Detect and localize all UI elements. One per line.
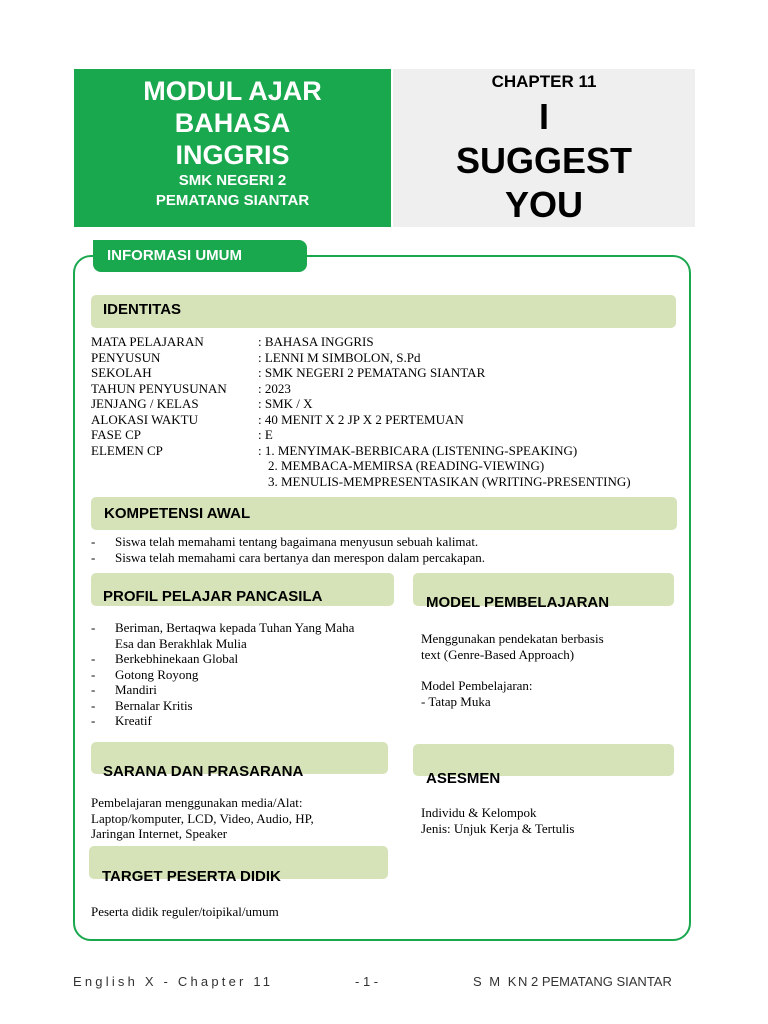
- list-item: - Berkebhinekaan Global: [91, 651, 361, 667]
- kompetensi-list: [91, 534, 681, 565]
- list-item: - Gotong Royong: [91, 667, 361, 683]
- model-text-2: Model Pembelajaran: - Tatap Muka: [421, 678, 533, 709]
- module-title: MODUL AJAR BAHASA INGGRIS: [143, 76, 322, 170]
- identitas-value: : 1. MENYIMAK-BERBICARA (LISTENING-SPEAKING): [258, 442, 578, 458]
- identitas-label: TAHUN PENYUSUNAN: [91, 380, 227, 396]
- list-item: - Mandiri: [91, 682, 361, 698]
- chapter-block: [393, 69, 695, 227]
- identitas-heading: IDENTITAS: [91, 295, 676, 328]
- school-name: SMK NEGERI 2 PEMATANG SIANTAR: [155, 172, 310, 209]
- identitas-value: : BAHASA INGGRIS: [258, 334, 374, 349]
- asesmen-heading: ASESMEN: [413, 744, 674, 776]
- chapter-topic: I SUGGEST YOU: [455, 96, 633, 225]
- list-item: - Siswa telah memahami cara bertanya dan merespon dalam percakapan.: [91, 550, 681, 566]
- profil-list: [91, 620, 361, 729]
- identitas-label: PENYUSUN: [91, 349, 161, 365]
- footer-right-a: S M K: [473, 974, 519, 989]
- identitas-value: : SMK NEGERI 2 PEMATANG SIANTAR: [258, 365, 486, 380]
- model-text: Menggunakan pendekatan berbasis text (Genre-Based Approach): [421, 631, 604, 662]
- identitas-value: : 2023: [258, 380, 291, 396]
- identitas-label: ELEMEN CP: [91, 442, 163, 458]
- header-title-block: [74, 69, 391, 227]
- elemen-cp-item: 2. MEMBACA-MEMIRSA (READING-VIEWING): [268, 458, 545, 473]
- footer-left: English X - Chapter 11: [73, 974, 274, 989]
- identitas-value: : E: [258, 427, 273, 442]
- identitas-label: FASE CP: [91, 427, 141, 442]
- identitas-value: : 40 MENIT X 2 JP X 2 PERTEMUAN: [258, 411, 464, 427]
- sarana-heading: SARANA DAN PRASARANA: [91, 742, 388, 774]
- identitas-value: : SMK / X: [258, 396, 313, 411]
- list-item: - Kreatif: [91, 713, 361, 729]
- sarana-text: Pembelajaran menggunakan media/Alat: Laptop/komputer, LCD, Video, Audio, HP, Jaringan Internet, Speaker: [91, 795, 314, 841]
- identitas-label: JENJANG / KELAS: [91, 396, 199, 411]
- identitas-label: SEKOLAH: [91, 365, 152, 380]
- info-tab: INFORMASI UMUM: [93, 240, 307, 272]
- target-heading: TARGET PESERTA DIDIK: [89, 846, 388, 879]
- model-heading: MODEL PEMBELAJARAN: [413, 573, 674, 606]
- footer-right-b: N 2 PEMATANG SIANTAR: [518, 974, 672, 989]
- list-item: - Beriman, Bertaqwa kepada Tuhan Yang Maha Esa dan Berakhlak Mulia: [91, 620, 361, 651]
- page-number: - 1 -: [355, 974, 379, 989]
- identitas-value: : LENNI M SIMBOLON, S.Pd: [258, 349, 421, 365]
- list-item: - Siswa telah memahami tentang bagaimana menyusun sebuah kalimat.: [91, 534, 681, 550]
- identitas-label: ALOKASI WAKTU: [91, 411, 199, 427]
- elemen-cp-item: 3. MENULIS-MEMPRESENTASIKAN (WRITING-PRESENTING): [268, 473, 631, 489]
- profil-heading: PROFIL PELAJAR PANCASILA: [91, 573, 394, 606]
- chapter-label: CHAPTER 11: [491, 72, 597, 91]
- identitas-label: MATA PELAJARAN: [91, 334, 204, 349]
- kompetensi-heading: KOMPETENSI AWAL: [91, 497, 677, 530]
- asesmen-text: Individu & Kelompok Jenis: Unjuk Kerja & Tertulis: [421, 805, 575, 836]
- target-text: Peserta didik reguler/toipikal/umum: [91, 904, 279, 919]
- list-item: - Bernalar Kritis: [91, 698, 361, 714]
